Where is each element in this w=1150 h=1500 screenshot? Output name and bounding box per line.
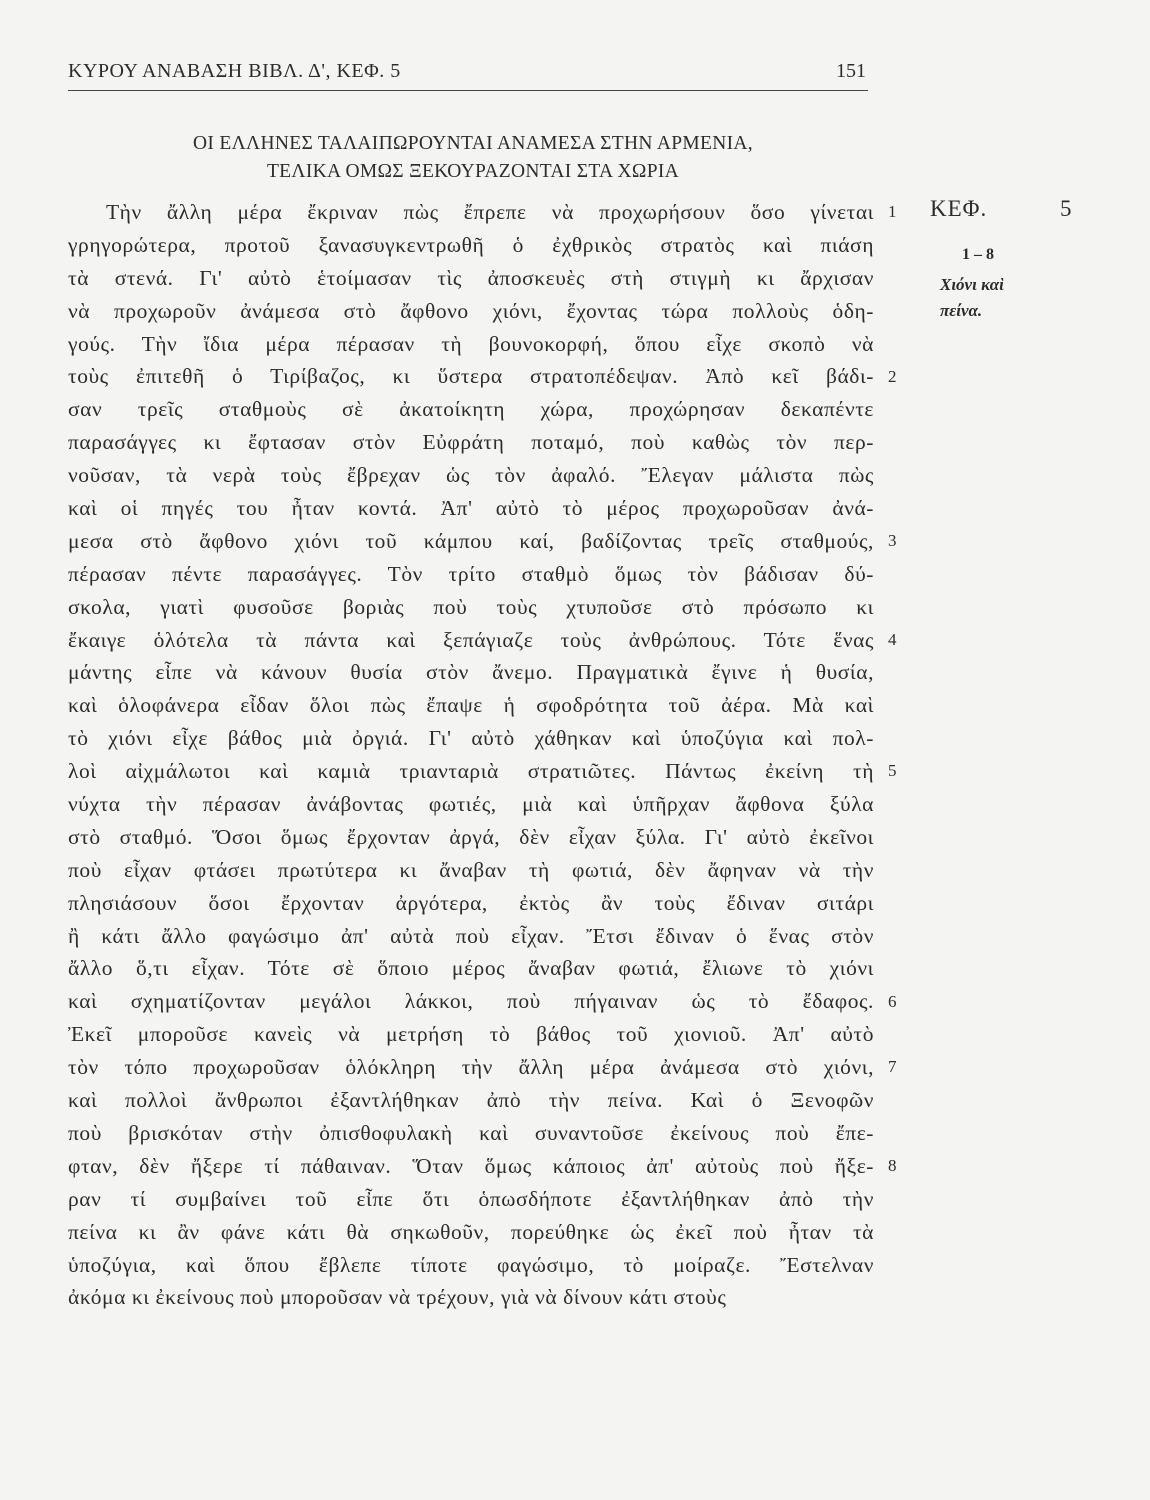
chapter-heading <box>68 130 878 186</box>
text-line: ποὺ εἶχαν φτάσει πρωτύτερα κι ἄναβαν τὴ φωτιά, δὲν ἄφηναν νὰ τὴν <box>68 857 874 882</box>
side-chapter-number: 5 <box>1060 196 1072 221</box>
section-number: 2 <box>888 366 897 386</box>
text-line: στὸ σταθμό. Ὅσοι ὅμως ἔρχονταν ἀργά, δὲν εἶχαν ξύλα. Γι' αὐτὸ ἐκεῖνοι <box>68 824 874 849</box>
text-line: καὶ σχηματίζονταν μεγάλοι λάκκοι, ποὺ πήγαιναν ὡς τὸ ἔδαφος. <box>68 989 874 1014</box>
text-line: ἔκαιγε ὁλότελα τὰ πάντα καὶ ξεπάγιαζε τοὺς ἀνθρώπους. Τότε ἕνας <box>68 627 874 652</box>
text-line: Τὴν ἄλλη μέρα ἔκριναν πὼς ἔπρεπε νὰ προχωρήσουν ὅσο γίνεται <box>106 200 874 224</box>
text-line: γρηγορώτερα, προτοῦ ξανασυγκεντρωθῆ ὁ ἐχθρικὸς στρατὸς καὶ πιάση <box>68 232 874 257</box>
text-line: Ἐκεῖ μποροῦσε κανεὶς νὰ μετρήση τὸ βάθος τοῦ χιονιοῦ. Ἀπ' αὐτὸ <box>68 1022 874 1047</box>
section-number: 8 <box>888 1156 897 1176</box>
text-line: τὸν τόπο προχωροῦσαν ὁλόκληρη τὴν ἄλλη μέρα ἀνάμεσα στὸ χιόνι, <box>68 1055 874 1080</box>
side-topic-line-2: πείνα. <box>940 301 983 320</box>
text-line: πείνα κι ἂν φάνε κάτι θὰ σηκωθοῦν, πορεύθηκε ὡς ἐκεῖ ποὺ ἦταν τὰ <box>68 1219 874 1244</box>
section-number: 4 <box>888 629 897 649</box>
side-section-range: 1 – 8 <box>962 246 994 263</box>
text-line: ποὺ βρισκόταν στὴν ὀπισθοφυλακὴ καὶ συναντοῦσε ἐκείνους ποὺ ἔπε- <box>68 1120 874 1145</box>
side-topic <box>940 272 1004 324</box>
side-chapter-label: ΚΕΦ. <box>930 196 988 221</box>
text-line: λοὶ αἰχμάλωτοι καὶ καμιὰ τριανταριὰ στρατιῶτες. Πάντως ἐκείνη τὴ <box>68 759 874 784</box>
text-line: τὰ στενά. Γι' αὐτὸ ἑτοίμασαν τὶς ἀποσκευὲς στὴ στιγμὴ κι ἄρχισαν <box>68 265 874 290</box>
text-line: τοὺς ἐπιτεθῆ ὁ Τιρίβαζος, κι ὕστερα στρατοπέδεψαν. Ἀπὸ κεῖ βάδι- <box>68 364 874 389</box>
text-line: μάντης εἶπε νὰ κάνουν θυσία στὸν ἄνεμο. Πραγματικὰ ἔγινε ἡ θυσία, <box>68 660 874 685</box>
text-line: καὶ ὁλοφάνερα εἶδαν ὅλοι πὼς ἔπαψε ἡ σφοδρότητα τοῦ ἀέρα. Μὰ καὶ <box>68 693 874 718</box>
running-title: ΚΥΡΟΥ ΑΝΑΒΑΣΗ ΒΙΒΛ. Δ', ΚΕΦ. 5 <box>68 60 401 82</box>
text-line: φταν, δὲν ἤξερε τί πάθαιναν. Ὅταν ὅμως κάποιος ἀπ' αὐτοὺς ποὺ ἤξε- <box>68 1153 874 1178</box>
text-line: μεσα στὸ ἄφθονο χιόνι τοῦ κάμπου καί, βαδίζοντας τρεῖς σταθμούς, <box>68 528 874 553</box>
body-text <box>68 196 874 1314</box>
section-number: 3 <box>888 531 897 550</box>
heading-line-2: ΤΕΛΙΚΑ ΟΜΩΣ ΞΕΚΟΥΡΑΖΟΝΤΑΙ ΣΤΑ ΧΩΡΙΑ <box>266 161 680 182</box>
text-line: σκολα, γιατὶ φυσοῦσε βοριὰς ποὺ τοὺς χτυποῦσε στὸ πρόσωπο κι <box>68 594 874 619</box>
text-line: ραν τί συμβαίνει τοῦ εἶπε ὅτι ὁπωσδήποτε ἐξαντλήθηκαν ἀπὸ τὴν <box>68 1186 874 1211</box>
running-header <box>68 58 868 91</box>
page-number: 151 <box>836 60 866 82</box>
side-topic-line-1: Χιόνι καὶ <box>940 275 1004 294</box>
text-line: ἄλλο ὅ,τι εἶχαν. Τότε σὲ ὅποιο μέρος ἄναβαν φωτιά, ἔλιωνε τὸ χιόνι <box>68 956 874 981</box>
text-line: νὰ προχωροῦν ἀνάμεσα στὸ ἄφθονο χιόνι, ἔχοντας τώρα πολλοὺς ὁδη- <box>68 298 874 323</box>
heading-line-1: ΟΙ ΕΛΛΗΝΕΣ ΤΑΛΑΙΠΩΡΟΥΝΤΑΙ ΑΝΑΜΕΣΑ ΣΤΗΝ ΑΡΜΕΝΙΑ, <box>193 133 753 154</box>
section-number: 7 <box>888 1057 897 1077</box>
text-line: ἀκόμα κι ἐκείνους ποὺ μποροῦσαν νὰ τρέχουν, γιὰ νὰ δίνουν κάτι στοὺς <box>68 1285 727 1310</box>
section-number: 1 <box>888 202 897 221</box>
text-line: ὑποζύγια, καὶ ὅπου ἔβλεπε τίποτε φαγώσιμο, τὸ μοίραζε. Ἔστελναν <box>68 1252 874 1277</box>
text-line: παρασάγγες κι ἔφτασαν στὸν Εὐφράτη ποταμό, ποὺ καθὼς τὸν περ- <box>68 430 874 455</box>
text-line: ἢ κάτι ἄλλο φαγώσιμο ἀπ' αὐτὰ ποὺ εἶχαν. Ἔτσι ἔδιναν ὁ ἕνας στὸν <box>68 923 874 948</box>
section-number: 5 <box>888 761 897 781</box>
text-line: καὶ οἱ πηγές του ἦταν κοντά. Ἀπ' αὐτὸ τὸ μέρος προχωροῦσαν ἀνά- <box>68 496 874 521</box>
text-line: νοῦσαν, τὰ νερὰ τοὺς ἔβρεχαν ὡς τὸν ἀφαλό. Ἔλεγαν μάλιστα πὼς <box>68 463 874 488</box>
text-line: πέρασαν πέντε παρασάγγες. Τὸν τρίτο σταθμὸ ὅμως τὸν βάδισαν δύ- <box>68 561 874 586</box>
text-line: καὶ πολλοὶ ἄνθρωποι ἐξαντλήθηκαν ἀπὸ τὴν πείνα. Καὶ ὁ Ξενοφῶν <box>68 1088 874 1113</box>
section-number: 6 <box>888 991 897 1011</box>
text-line: τὸ χιόνι εἶχε βάθος μιὰ ὀργιά. Γι' αὐτὸ χάθηκαν καὶ ὑποζύγια καὶ πολ- <box>68 726 874 751</box>
text-line: πλησιάσουν ὅσοι ἔρχονταν ἀργότερα, ἐκτὸς ἂν τοὺς ἔδιναν σιτάρι <box>68 890 874 915</box>
text-line: σαν τρεῖς σταθμοὺς σὲ ἀκατοίκητη χώρα, προχώρησαν δεκαπέντε <box>68 397 874 422</box>
text-line: νύχτα τὴν πέρασαν ἀνάβοντας φωτιές, μιὰ καὶ ὑπῆρχαν ἄφθονα ξύλα <box>68 792 874 817</box>
text-line: γούς. Τὴν ἴδια μέρα πέρασαν τὴ βουνοκορφή, ὅπου εἶχε σκοπὸ νὰ <box>68 331 874 356</box>
